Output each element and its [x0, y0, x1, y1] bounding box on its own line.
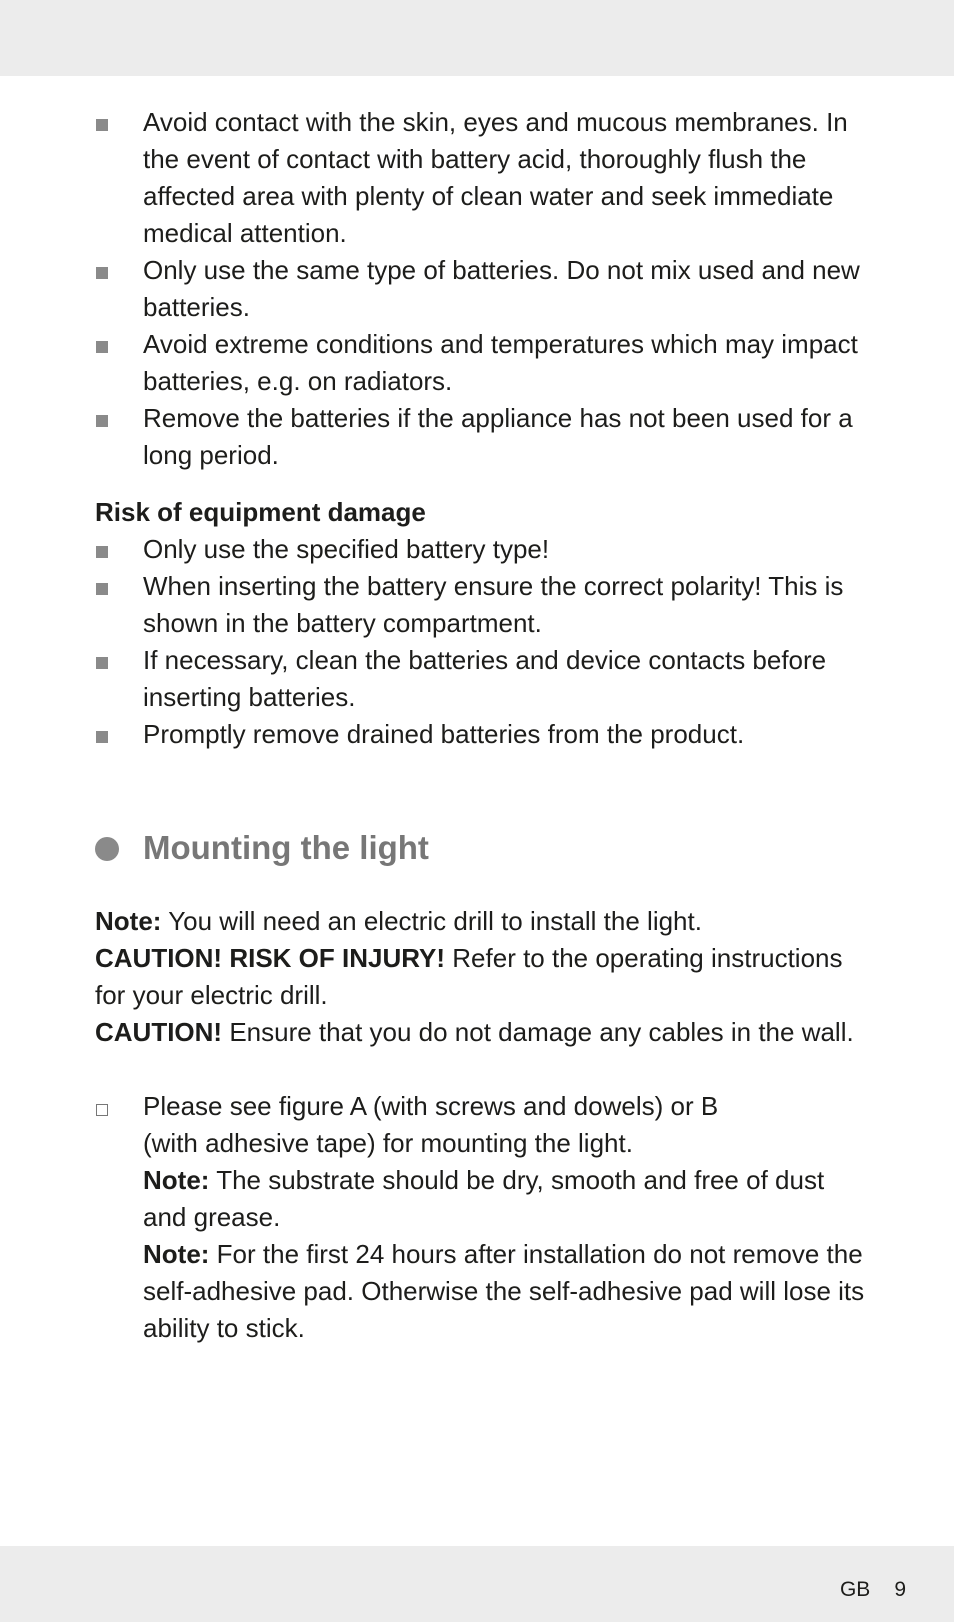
- page-footer: [840, 1577, 906, 1603]
- caution-label: CAUTION! RISK OF INJURY!: [95, 943, 446, 973]
- list-item: [95, 531, 865, 568]
- equipment-damage-heading: Risk of equipment damage: [95, 497, 426, 527]
- square-bullet-icon: [96, 267, 108, 279]
- battery-warnings-list: [95, 104, 865, 474]
- note-label: Note:: [95, 906, 162, 936]
- list-item-text: Avoid contact with the skin, eyes and mucous membranes. In the event of contact with battery acid, thoroughly flush the affected area with plenty of clean water and seek immediate medical attention.: [143, 107, 848, 248]
- square-bullet-icon: [96, 341, 108, 353]
- square-bullet-icon: [96, 731, 108, 743]
- mounting-step: [95, 1088, 865, 1347]
- note-text: For the first 24 hours after installation do not remove the self-adhesive pad. Otherwise the self-adhesive pad will lose its ability to stick.: [143, 1239, 865, 1343]
- list-item-text: Promptly remove drained batteries from the product.: [143, 719, 745, 749]
- list-item: [95, 568, 865, 642]
- note-paragraph: [95, 903, 865, 940]
- step-line: (with adhesive tape) for mounting the light.: [143, 1128, 633, 1158]
- list-item-text: When inserting the battery ensure the correct polarity! This is shown in the battery compartment.: [143, 571, 844, 638]
- step-note: [143, 1236, 865, 1347]
- list-item: [95, 716, 865, 753]
- language-code: GB: [839, 1578, 871, 1601]
- list-item-text: Avoid extreme conditions and temperatures which may impact batteries, e.g. on radiators.: [143, 329, 858, 396]
- bottom-margin-band: [0, 1546, 954, 1622]
- list-item: [95, 400, 865, 474]
- top-margin-band: [0, 0, 954, 76]
- step-line: Please see figure A (with screws and dowels) or B: [143, 1091, 719, 1121]
- caution-text: Ensure that you do not damage any cables in the wall.: [222, 1017, 854, 1047]
- square-bullet-icon: [96, 415, 108, 427]
- step-note: [143, 1162, 865, 1236]
- caution-label: CAUTION!: [95, 1017, 223, 1047]
- note-label: Note:: [143, 1165, 210, 1195]
- list-item: [95, 642, 865, 716]
- caution-cables-paragraph: [95, 1014, 865, 1051]
- list-item-text: Only use the specified battery type!: [143, 534, 550, 564]
- mounting-section-title: [95, 823, 865, 873]
- list-item: [95, 252, 865, 326]
- note-label: Note:: [143, 1239, 210, 1269]
- note-text: You will need an electric drill to install the light.: [161, 906, 702, 936]
- square-bullet-icon: [96, 657, 108, 669]
- page-number: 9: [894, 1578, 906, 1601]
- mounting-notes: [95, 903, 865, 1051]
- equipment-damage-list: [95, 531, 865, 753]
- list-item: [95, 104, 865, 252]
- square-bullet-icon: [96, 119, 108, 131]
- section-title-text: Mounting the light: [143, 829, 429, 866]
- note-text: The substrate should be dry, smooth and free of dust and grease.: [143, 1165, 825, 1232]
- list-item-text: Remove the batteries if the appliance has not been used for a long period.: [143, 403, 853, 470]
- square-bullet-icon: [96, 546, 108, 558]
- caution-injury-paragraph: [95, 940, 865, 1014]
- list-item: [95, 326, 865, 400]
- square-bullet-icon: [96, 583, 108, 595]
- page-content: [95, 104, 865, 1347]
- list-item-text: If necessary, clean the batteries and device contacts before inserting batteries.: [143, 645, 827, 712]
- section-dot-icon: [95, 837, 119, 861]
- caution-text: Refer to the operating instructions for your electric drill.: [95, 943, 843, 1010]
- checkbox-bullet-icon: [96, 1104, 108, 1116]
- list-item-text: Only use the same type of batteries. Do not mix used and new batteries.: [143, 255, 860, 322]
